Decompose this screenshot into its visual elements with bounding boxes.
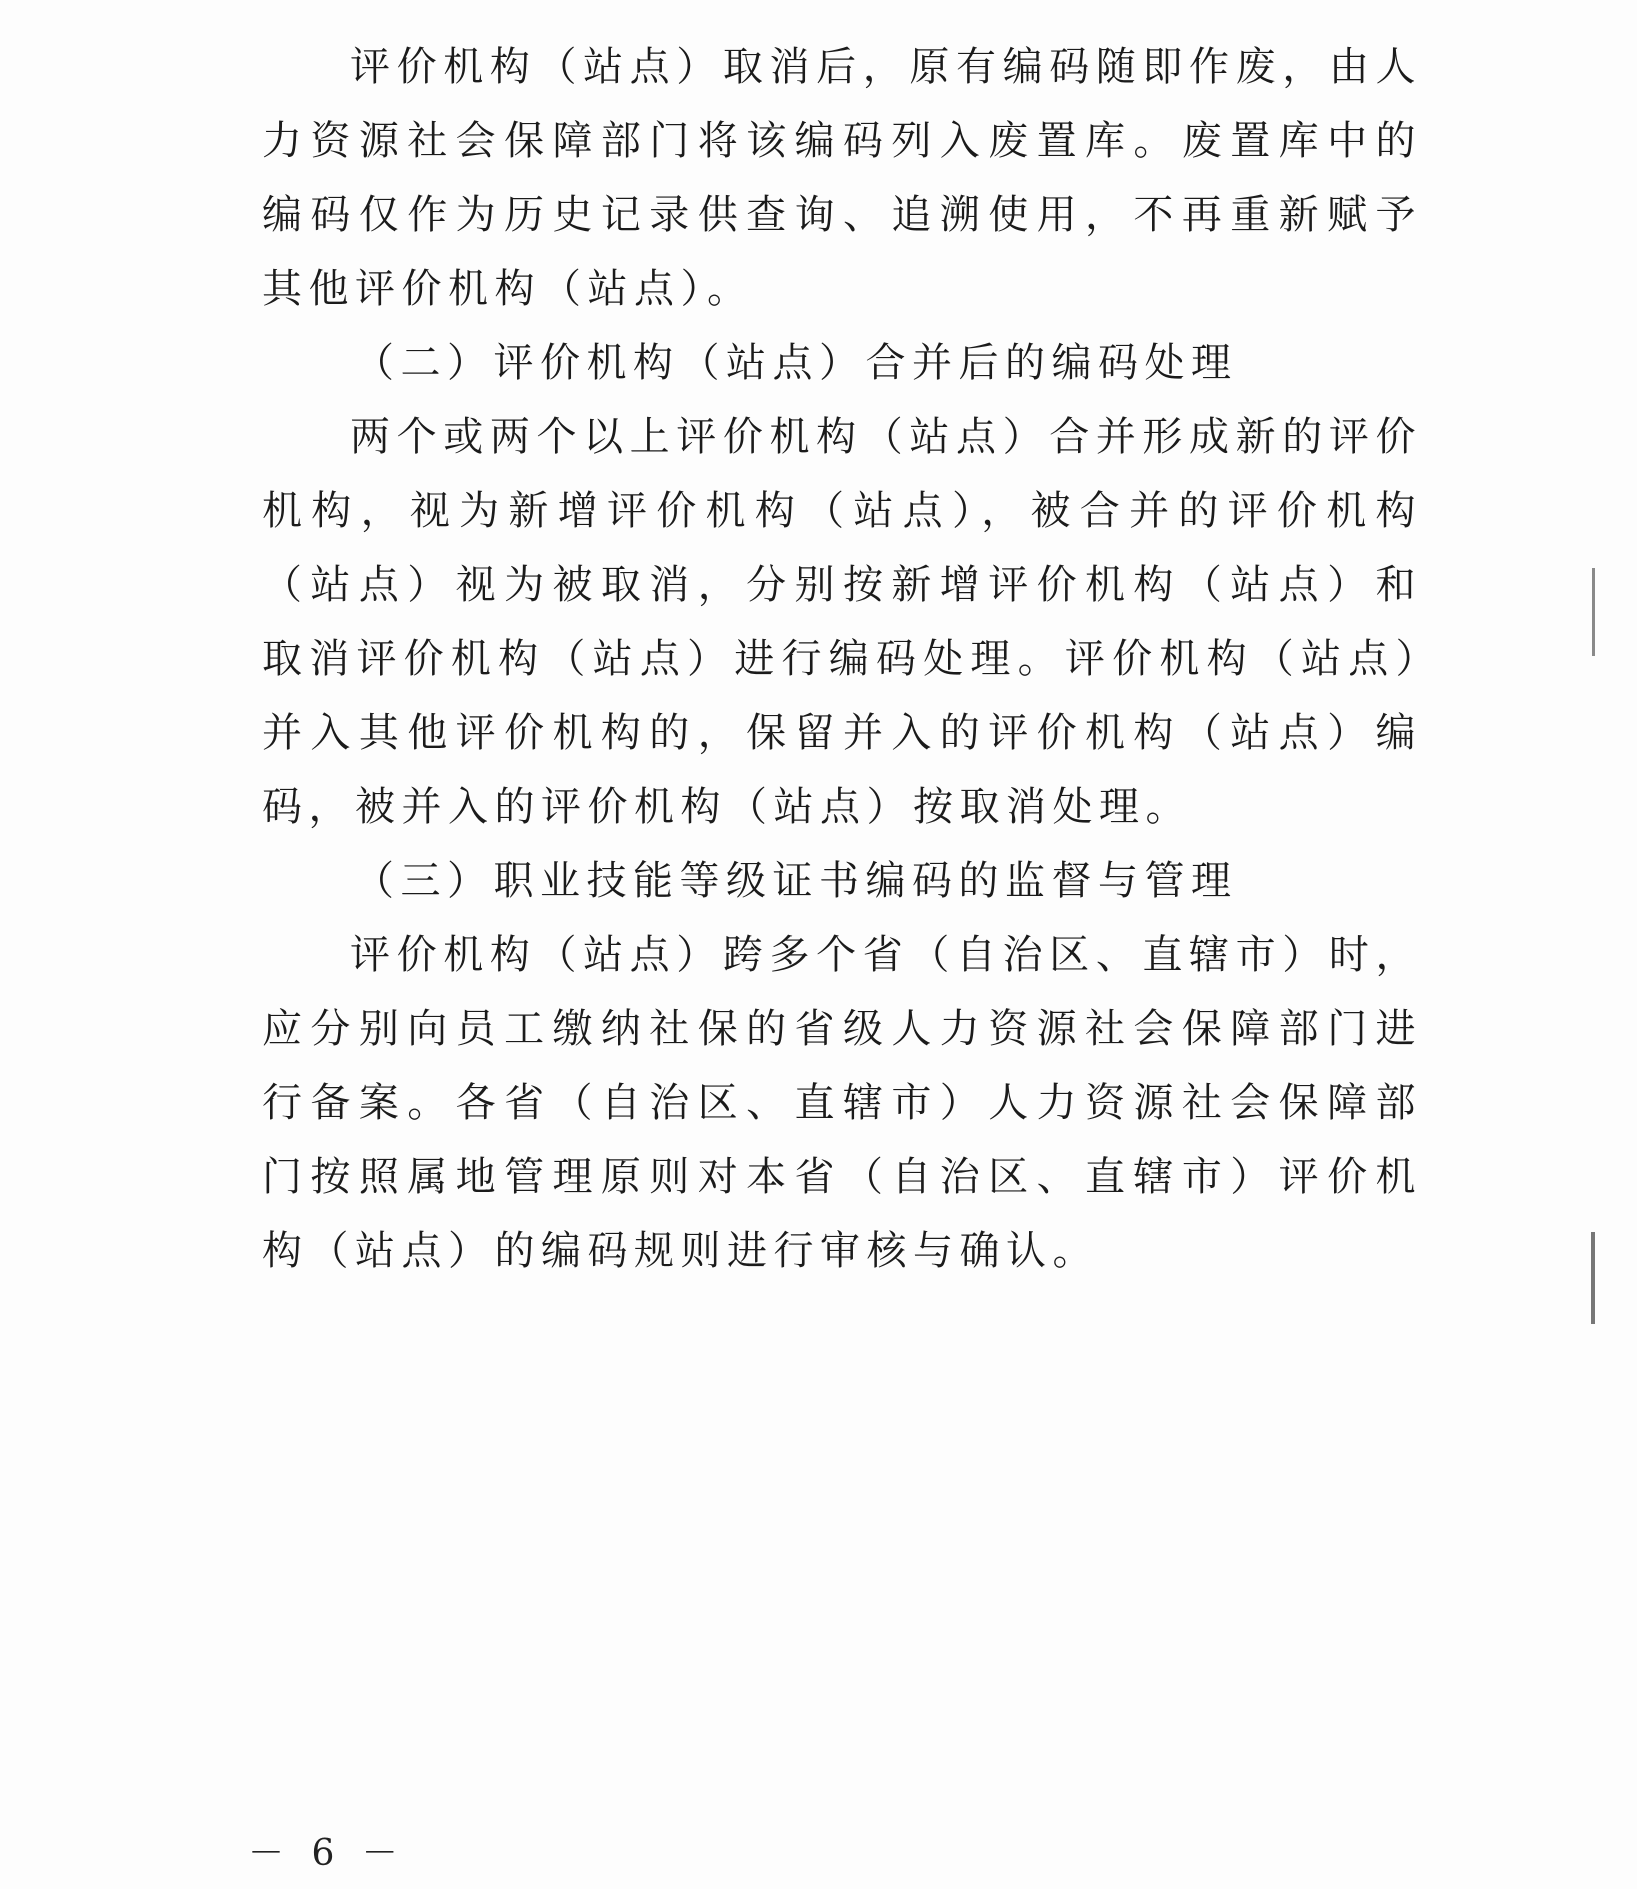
page-number: － 6 － — [248, 1833, 406, 1874]
binding-mark — [1592, 568, 1595, 656]
heading-merger-coding: （二）评价机构（站点）合并后的编码处理 — [354, 340, 1238, 386]
paragraph-supervision: 评价机构（站点）跨多个省（自治区、直辖市）时，应分别向员工缴纳社保的省级人力资源社会保障部门进行备案。各省（自治区、直辖市）人力资源社会保障部门按照属地管理原则对本省（自治区、直辖市）评价机构（站点）的编码规则进行审核与确认。 — [262, 932, 1422, 1274]
document-body — [262, 30, 1422, 1288]
binding-mark — [1591, 1232, 1595, 1324]
heading-supervision: （三）职业技能等级证书编码的监督与管理 — [354, 858, 1238, 904]
paragraph-cancellation: 评价机构（站点）取消后，原有编码随即作废，由人力资源社会保障部门将该编码列入废置库。废置库中的编码仅作为历史记录供查询、追溯使用，不再重新赋予其他评价机构（站点）。 — [262, 44, 1422, 312]
paragraph-merger: 两个或两个以上评价机构（站点）合并形成新的评价机构，视为新增评价机构（站点），被合并的评价机构（站点）视为被取消，分别按新增评价机构（站点）和取消评价机构（站点）进行编码处理。评价机构（站点）并入其他评价机构的，保留并入的评价机构（站点）编码，被并入的评价机构（站点）按取消处理。 — [262, 414, 1422, 830]
